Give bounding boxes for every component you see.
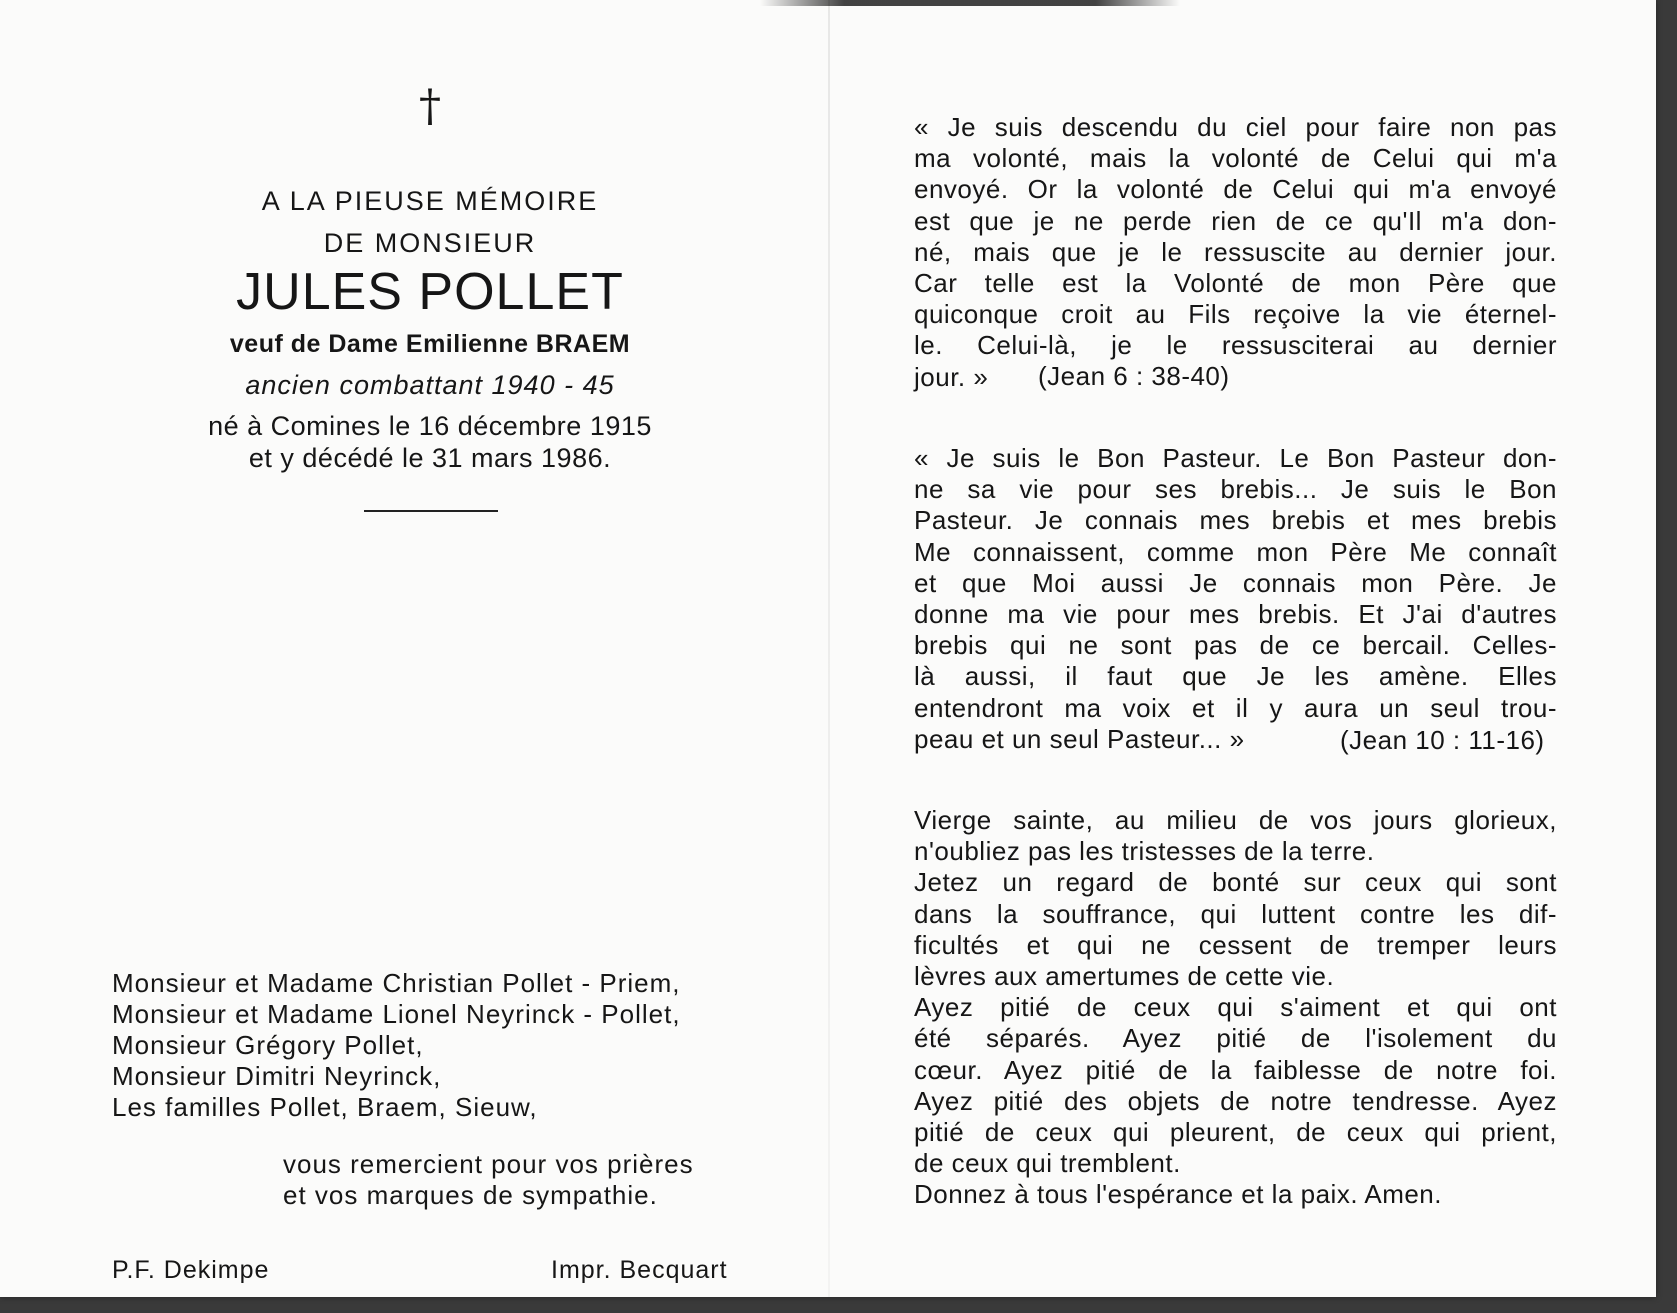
verse-line: est que je ne perde rien de ce qu'Il m'a don- bbox=[914, 205, 1557, 236]
prayer-line: Jetez un regard de bonté sur ceux qui sont bbox=[914, 867, 1557, 898]
verse-line: jour. » bbox=[914, 361, 989, 392]
heading-line-1: A LA PIEUSE MÉMOIRE bbox=[261, 186, 599, 216]
prayer-line: pitié de ceux qui pleurent, de ceux qui prient, bbox=[914, 1116, 1557, 1147]
verse-line: brebis qui ne sont pas de ce bercail. Celles- bbox=[914, 630, 1557, 661]
family-line: Monsieur Dimitri Neyrinck, bbox=[112, 1061, 442, 1091]
prayer-line: de ceux qui tremblent. bbox=[914, 1148, 1181, 1179]
verse-1-reference: (Jean 6 : 38-40) bbox=[1038, 361, 1230, 391]
verse-line: ne sa vie pour ses brebis... Je suis le Bon bbox=[914, 474, 1557, 505]
verse-line: quiconque croit au Fils reçoive la vie éternel- bbox=[914, 299, 1557, 330]
prayer-line: ficultés et qui ne cessent de tremper leurs bbox=[914, 929, 1557, 960]
verse-line: Me connaissent, comme mon Père Me connaît bbox=[914, 536, 1557, 567]
thanks-line: vous remercient pour vos prières bbox=[283, 1149, 694, 1179]
verse-line: envoyé. Or la volonté de Celui qui m'a envoyé bbox=[914, 174, 1557, 205]
prayer-line: cœur. Ayez pitié de la faiblesse de notre foi. bbox=[914, 1054, 1557, 1085]
heading-line-2: DE MONSIEUR bbox=[323, 228, 537, 258]
birth-info: né à Comines le 16 décembre 1915 bbox=[208, 411, 652, 441]
prayer-line: n'oubliez pas les tristesses de la terre. bbox=[914, 836, 1375, 867]
prayer bbox=[914, 805, 1557, 1210]
prayer-line: dans la souffrance, qui luttent contre les dif- bbox=[914, 898, 1557, 929]
family-line: Monsieur et Madame Lionel Neyrinck - Pollet, bbox=[112, 999, 681, 1029]
verse-line: Car telle est la Volonté de mon Père que bbox=[914, 267, 1557, 298]
verse-line: Pasteur. Je connais mes brebis et mes brebis bbox=[914, 505, 1557, 536]
prayer-line: Ayez pitié des objets de notre tendresse. Ayez bbox=[914, 1085, 1557, 1116]
prayer-line: Ayez pitié de ceux qui s'aiment et qui ont bbox=[914, 992, 1557, 1023]
verse-line: le. Celui-là, je le ressusciterai au dernier bbox=[914, 330, 1557, 361]
widower-of: veuf de Dame Emilienne BRAEM bbox=[229, 330, 631, 358]
verse-line: et que Moi aussi Je connais mon Père. Je bbox=[914, 567, 1557, 598]
verse-line: « Je suis descendu du ciel pour faire non pas bbox=[914, 112, 1557, 142]
verse-line: donne ma vie pour mes brebis. Et J'ai d'autres bbox=[914, 598, 1557, 629]
family-list bbox=[112, 968, 792, 1123]
printer-credit: Impr. Becquart bbox=[551, 1256, 728, 1284]
family-line: Les familles Pollet, Braem, Sieuw, bbox=[112, 1092, 538, 1122]
prayer-line: Vierge sainte, au milieu de vos jours glorieux, bbox=[914, 805, 1557, 835]
prayer-line: été séparés. Ayez pitié de l'isolement du bbox=[914, 1023, 1557, 1054]
verse-line: peau et un seul Pasteur... » bbox=[914, 723, 1245, 754]
verse-line: là aussi, il faut que Je les amène. Elles bbox=[914, 661, 1557, 692]
divider-line bbox=[364, 510, 498, 512]
funeral-director: P.F. Dekimpe bbox=[112, 1256, 270, 1284]
cross-symbol: † bbox=[419, 81, 441, 132]
prayer-line: lèvres aux amertumes de cette vie. bbox=[914, 960, 1335, 991]
verse-line: « Je suis le Bon Pasteur. Le Bon Pasteur don- bbox=[914, 443, 1557, 473]
verse-2-reference: (Jean 10 : 11-16) bbox=[1340, 725, 1545, 755]
family-line: Monsieur et Madame Christian Pollet - Priem, bbox=[112, 968, 681, 998]
death-info: et y décédé le 31 mars 1986. bbox=[248, 443, 612, 473]
verse-1 bbox=[914, 112, 1557, 393]
verse-2 bbox=[914, 443, 1557, 755]
thanks-text bbox=[283, 1149, 803, 1211]
deceased-name: JULES POLLET bbox=[236, 263, 624, 321]
veteran-note: ancien combattant 1940 - 45 bbox=[245, 370, 615, 400]
verse-line: entendront ma voix et il y aura un seul trou- bbox=[914, 692, 1557, 723]
family-line: Monsieur Grégory Pollet, bbox=[112, 1030, 424, 1060]
verse-line: né, mais que je le ressuscite au dernier jour. bbox=[914, 236, 1557, 267]
thanks-line: et vos marques de sympathie. bbox=[283, 1180, 658, 1210]
prayer-line: Donnez à tous l'espérance et la paix. Amen. bbox=[914, 1179, 1442, 1210]
verse-line: ma volonté, mais la volonté de Celui qui m'a bbox=[914, 143, 1557, 174]
